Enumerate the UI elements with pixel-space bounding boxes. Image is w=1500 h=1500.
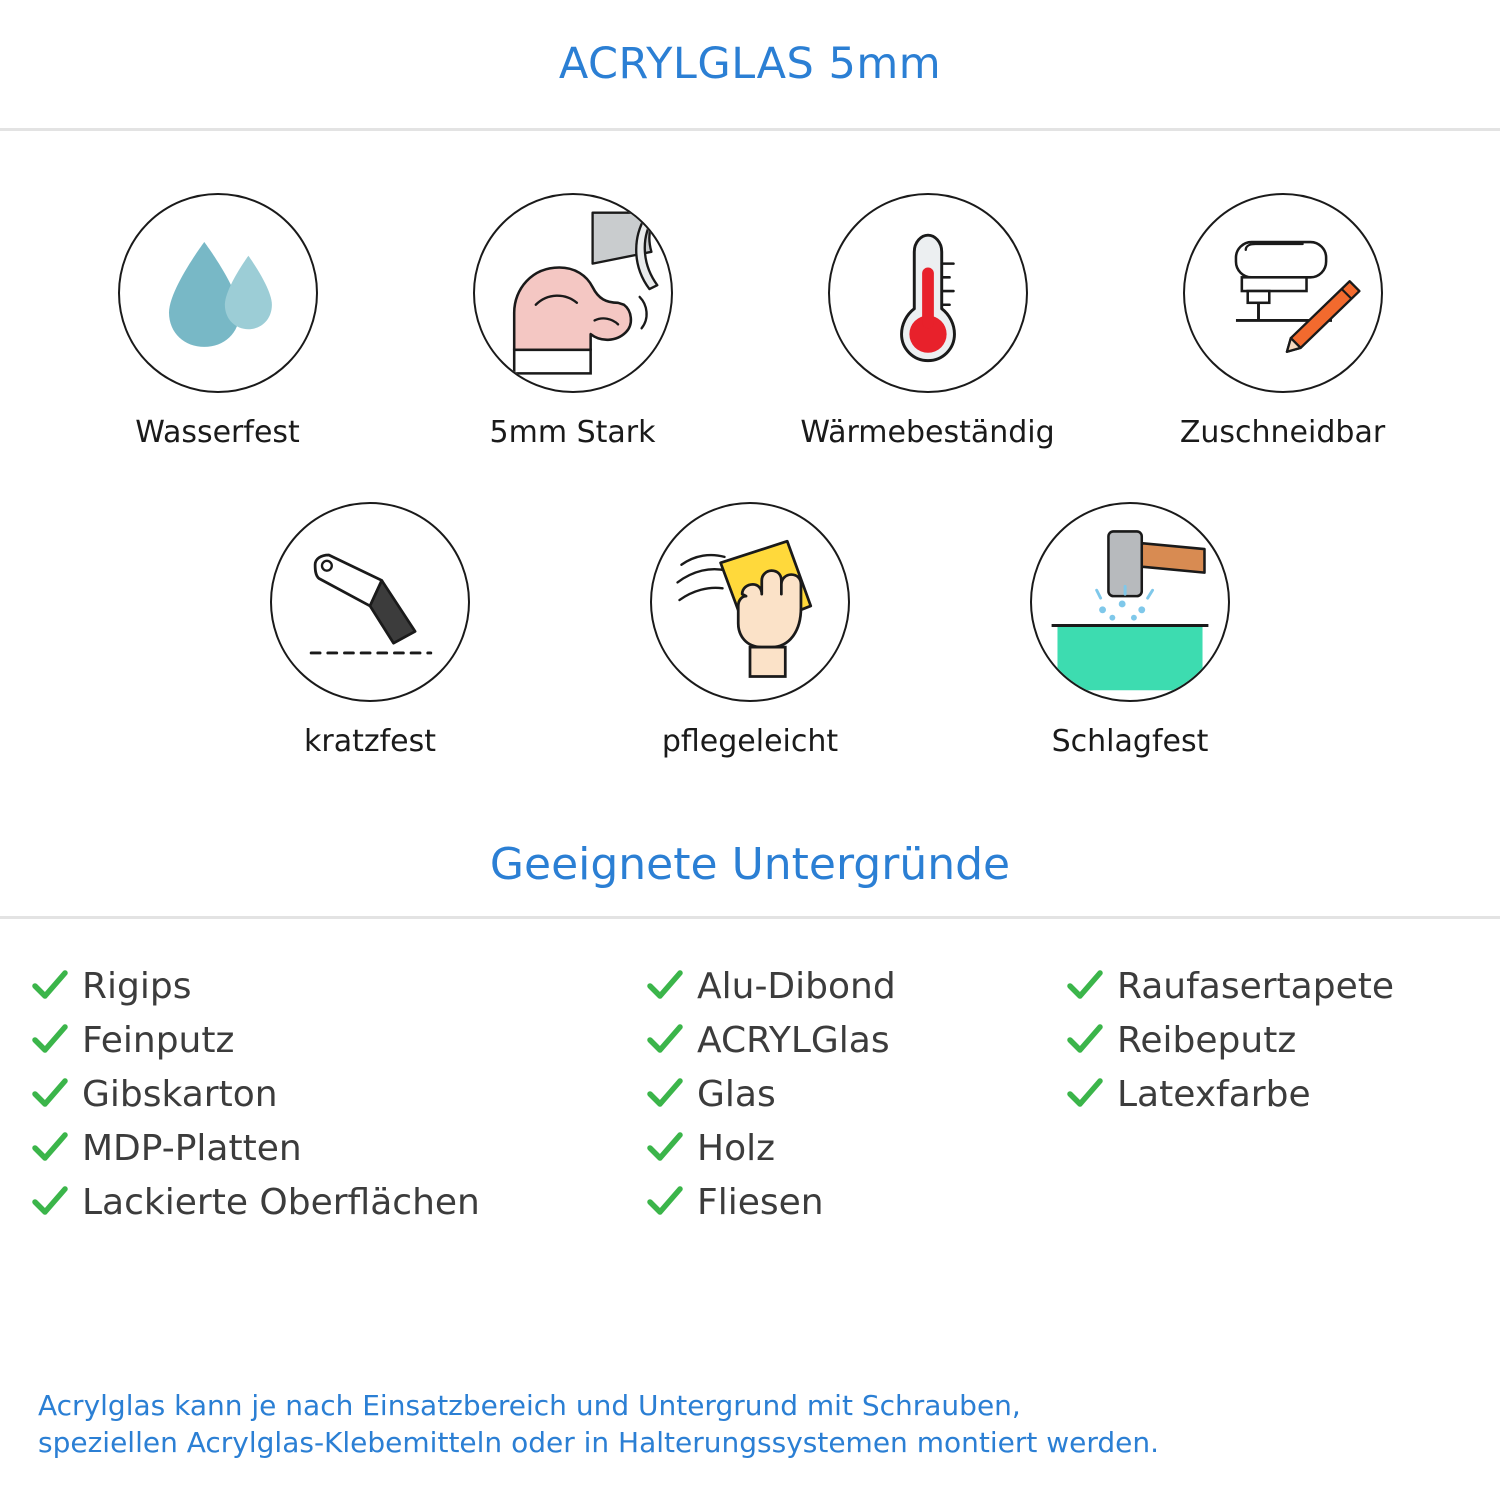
list-item [30, 1013, 645, 1067]
feature-label: kratzfest [303, 724, 436, 759]
feature-label: Wärmebeständig [800, 415, 1055, 450]
check-icon [645, 966, 685, 1006]
water-drops-icon [120, 193, 316, 393]
list-item-label: Rigips [82, 965, 192, 1007]
icon-circle [473, 193, 673, 393]
list-item [645, 1067, 1065, 1121]
check-icon [645, 1020, 685, 1060]
check-icon [30, 1074, 70, 1114]
icon-circle [650, 502, 850, 702]
check-icon [645, 1074, 685, 1114]
check-icon [30, 1182, 70, 1222]
feature-label: Wasserfest [135, 415, 300, 450]
list-item-label: MDP-Platten [82, 1127, 302, 1169]
flexing-arm-icon [475, 193, 671, 393]
section-title: Geeignete Untergründe [489, 839, 1011, 890]
list-item [30, 1067, 645, 1121]
list-item [1065, 959, 1465, 1013]
icon-circle [828, 193, 1028, 393]
list-item [1065, 1013, 1465, 1067]
header [0, 0, 1500, 131]
check-icon [30, 1020, 70, 1060]
feature-label: Zuschneidbar [1179, 415, 1386, 450]
list-item-label: Glas [697, 1073, 776, 1115]
feature-label: pflegeleicht [661, 724, 839, 759]
list-item [30, 1175, 645, 1229]
list-item-label: Feinputz [82, 1019, 235, 1061]
list-item [30, 959, 645, 1013]
feature-label: Schlagfest [1051, 724, 1209, 759]
check-icon [1065, 1020, 1105, 1060]
substrate-column-3 [1065, 959, 1465, 1229]
feature-5mm-stark [395, 193, 750, 450]
list-item-label: ACRYLGlas [697, 1019, 890, 1061]
list-item-label: Holz [697, 1127, 775, 1169]
icon-circle [270, 502, 470, 702]
list-item [645, 959, 1065, 1013]
feature-row-1 [0, 193, 1500, 450]
section-header [0, 839, 1500, 919]
check-icon [1065, 966, 1105, 1006]
hand-cleaning-cloth-icon [652, 502, 848, 702]
icon-circle [1030, 502, 1230, 702]
feature-waermebestaendig [750, 193, 1105, 450]
substrate-column-1 [30, 959, 645, 1229]
list-item-label: Raufasertapete [1117, 965, 1394, 1007]
list-item-label: Alu-Dibond [697, 965, 896, 1007]
footnote-line-1: Acrylglas kann je nach Einsatzbereich und Untergrund mit Schrauben, [38, 1388, 1021, 1422]
feature-wasserfest [40, 193, 395, 450]
feature-schlagfest [940, 502, 1320, 759]
list-item-label: Gibskarton [82, 1073, 278, 1115]
knife-scratch-icon [272, 502, 468, 702]
footnote-line-2: speziellen Acrylglas-Klebemitteln oder in Halterungssystemen montiert werden. [38, 1426, 1160, 1460]
check-icon [30, 966, 70, 1006]
thermometer-icon [830, 193, 1026, 393]
list-item-label: Fliesen [697, 1181, 824, 1223]
feature-zuschneidbar [1105, 193, 1460, 450]
feature-label: 5mm Stark [489, 415, 656, 450]
list-item [645, 1121, 1065, 1175]
list-item [30, 1121, 645, 1175]
check-icon [645, 1128, 685, 1168]
list-item [645, 1175, 1065, 1229]
feature-kratzfest [180, 502, 560, 759]
feature-grid [0, 131, 1500, 759]
feature-pflegeleicht [560, 502, 940, 759]
check-icon [30, 1128, 70, 1168]
icon-circle [1183, 193, 1383, 393]
page-title: ACRYLGLAS 5mm [558, 39, 942, 89]
icon-circle [118, 193, 318, 393]
list-item [645, 1013, 1065, 1067]
jigsaw-cutting-icon [1185, 193, 1381, 393]
footnote [38, 1387, 1462, 1462]
feature-row-2 [0, 502, 1500, 759]
list-item-label: Reibeputz [1117, 1019, 1297, 1061]
substrate-list [0, 919, 1500, 1229]
list-item-label: Lackierte Oberflächen [82, 1181, 480, 1223]
check-icon [1065, 1074, 1105, 1114]
hammer-impact-icon [1032, 502, 1228, 702]
check-icon [645, 1182, 685, 1222]
list-item [1065, 1067, 1465, 1121]
list-item-label: Latexfarbe [1117, 1073, 1311, 1115]
substrate-column-2 [645, 959, 1065, 1229]
